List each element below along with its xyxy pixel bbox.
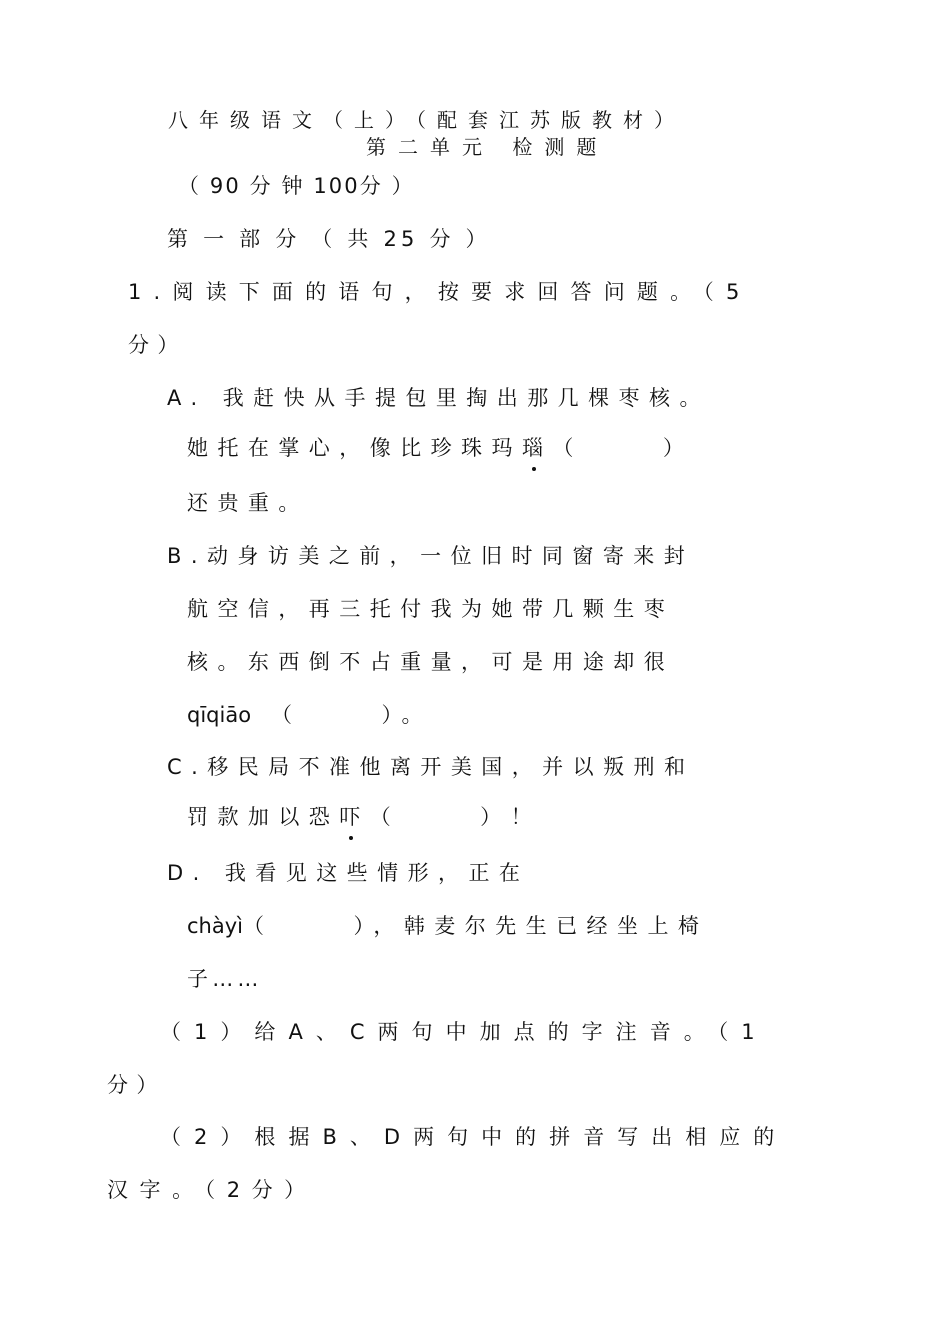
exam-title: 八年级语文（上）（配套江苏版教材） (168, 108, 685, 132)
sentence-a-line1: A. 我赶快从手提包里掏出那几棵枣核。 (167, 386, 710, 410)
paren-close: ）。 (381, 703, 432, 727)
pinyin-d: chàyì (187, 914, 243, 938)
paren-close: ）！ (480, 805, 542, 829)
paren-close: ） (662, 436, 694, 460)
subquestion-2: （2）根据B、D两句中的拼音写出相应的 (160, 1125, 788, 1149)
sentence-b-line4 (187, 699, 432, 729)
dotted-char-c: 吓 (339, 801, 369, 831)
sentence-d-line2 (187, 910, 708, 940)
exam-subtitle: 第二单元 检测题 (366, 135, 609, 159)
sentence-c-line1: C.移民局不准他离开美国，并以叛刑和 (167, 755, 695, 779)
question-1-stem: 1.阅读下面的语句，按要求回答问题。（5 (128, 280, 752, 304)
paren-open: （ (552, 436, 583, 460)
sentence-d-rest: ），韩麦尔先生已经坐上椅 (353, 914, 709, 938)
sentence-c-line2 (187, 801, 541, 831)
subquestion-1-cont: 分） (107, 1073, 166, 1097)
paren-open: （ (271, 703, 302, 727)
sentence-a-line3: 还贵重。 (187, 491, 309, 515)
question-1-stem-cont: 分） (128, 333, 187, 357)
subquestion-1: （1）给A、C两句中加点的字注音。（1 (160, 1020, 768, 1044)
subquestion-2-cont: 汉字。（2分） (107, 1178, 317, 1202)
sentence-b-line3: 核。东西倒不占重量，可是用途却很 (187, 650, 675, 674)
paren-open: （ (369, 805, 401, 829)
sentence-a-line2 (187, 432, 693, 462)
sentence-c-text: 罚款加以恐 (187, 805, 340, 829)
part1-heading: 第 一 部 分 （ 共 25 分 ） (167, 227, 491, 251)
sentence-d-line1: D. 我看见这些情形，正在 (167, 861, 530, 885)
sentence-b-line2: 航空信，再三托付我为她带几颗生枣 (187, 597, 675, 621)
time-score: （ 90 分 钟 100分 ） (178, 174, 415, 198)
sentence-d-line3: 子…… (187, 967, 263, 991)
dotted-char-a: 瑙 (522, 432, 552, 462)
paren-open: （ (243, 914, 274, 938)
sentence-a-text: 她托在掌心，像比珍珠玛 (187, 436, 522, 460)
sentence-b-line1: B.动身访美之前，一位旧时同窗寄来封 (167, 544, 695, 568)
pinyin-b: qīqiāo (187, 703, 252, 727)
